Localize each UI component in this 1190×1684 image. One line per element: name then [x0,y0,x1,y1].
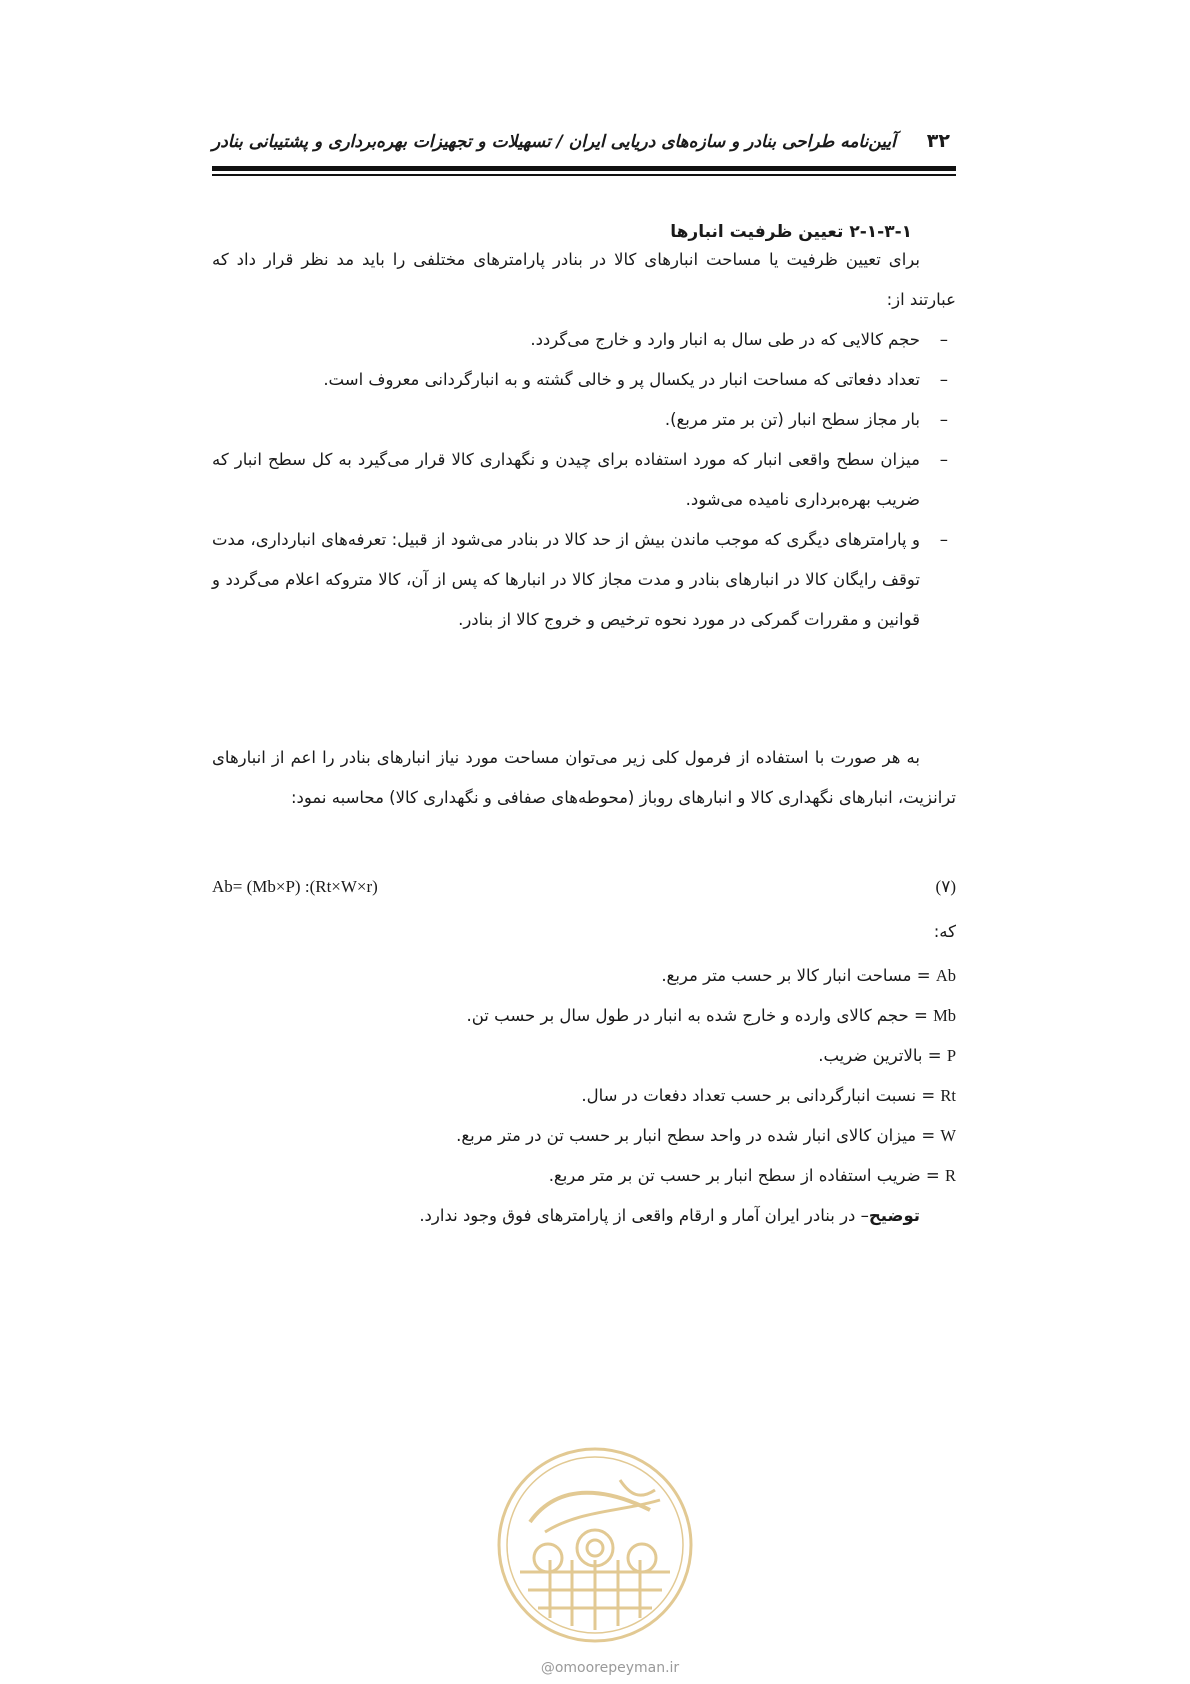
body-content [212,0,956,1684]
list-item-text: حجم کالایی که در طی سال به انبار وارد و خارج می‌گردد. [530,330,920,349]
definition-symbol: P [946,1046,956,1065]
parameter-list [212,320,956,640]
definition-text: = ضریب استفاده از سطح انبار بر حسب تن بر متر مربع. [548,1166,945,1185]
variable-definitions [212,912,956,1236]
list-item [212,320,956,360]
list-item [212,400,956,440]
dash-bullet: – [939,450,948,469]
dash-bullet: – [939,330,948,349]
definition-item [212,1076,956,1116]
definition-item [212,996,956,1036]
section-title: ۲-۱-۳-۱ تعیین ظرفیت انبارها [670,222,912,242]
definition-symbol: W [940,1126,956,1145]
definition-text: = بالاترین ضریب. [818,1046,947,1065]
definition-symbol: Mb [933,1006,956,1025]
equation-row [212,877,956,913]
list-item-text: تعداد دفعاتی که مساحت انبار در یکسال پر و خالی گشته و به انبارگردانی معروف است. [323,370,920,389]
definition-item [212,1036,956,1076]
definition-text: = حجم کالای وارده و خارج شده به انبار در طول سال بر حسب تن. [466,1006,934,1025]
note-label: توضیح [868,1206,920,1225]
definition-text: = میزان کالای انبار شده در واحد سطح انبار بر حسب تن در متر مربع. [456,1126,941,1145]
list-item [212,440,956,520]
list-item-text: میزان سطح واقعی انبار که مورد استفاده برای چیدن و نگهداری کالا قرار می‌گیرد به کل سطح انبار که ضریب بهره‌برداری نامیده می‌شود. [212,450,920,509]
definition-item [212,1156,956,1196]
dash-bullet: – [939,410,948,429]
page-number: ۳۲ [926,130,950,152]
where-label: که: [933,922,956,941]
definition-symbol: Ab [935,966,956,985]
list-item-text: و پارامترهای دیگری که موجب ماندن بیش از حد کالا در بنادر می‌شود از قبیل: تعرفه‌های انبارداری، مدت توقف رایگان کالا در انبارهای بنادر و مدت مجاز کالا در انبارها که پس از آن، کالا متروکه اعلام می‌گردد و قوانین و مقررات گمرکی در مورد نحوه ترخیص و خروج کالا از بنادر. [212,530,920,629]
equation: Ab= (Mb×P) :(Rt×W×r) [212,877,378,896]
note [212,1196,956,1236]
running-title: آیین‌نامه طراحی بنادر و سازه‌های دریایی ایران / تسهیلات و تجهیزات بهره‌برداری و پشتیبانی بنادر [212,132,896,152]
stamp-seal-icon [490,1440,700,1650]
watermark-stamp [490,1440,700,1650]
watermark-site: @omoorepeyman.ir [540,1660,680,1676]
definition-item [212,956,956,996]
definition-text: = مساحت انبار کالا بر حسب متر مربع. [661,966,936,985]
list-item-text: بار مجاز سطح انبار (تن بر متر مربع). [664,410,920,429]
list-item [212,520,956,640]
definition-item [212,1116,956,1156]
definition-text: = نسبت انبارگردانی بر حسب تعداد دفعات در سال. [581,1086,941,1105]
note-text: – در بنادر ایران آمار و ارقام واقعی از پارامترهای فوق وجود ندارد. [419,1206,869,1225]
definition-symbol: R [944,1166,956,1185]
dash-bullet: – [939,370,948,389]
intro-paragraph: برای تعیین ظرفیت یا مساحت انبارهای کالا در بنادر پارامترهای مختلفی را باید مد نظر قرار داد که عبارتند از: [212,250,956,309]
dash-bullet: – [939,530,948,549]
definition-symbol: Rt [940,1086,956,1105]
formula-intro-paragraph: به هر صورت با استفاده از فرمول کلی زیر می‌توان مساحت مورد نیاز انبارهای بنادر را اعم از انبارهای ترانزیت، انبارهای نگهداری کالا و انبارهای روباز (محوطه‌های صفافی و نگهداری کالا) محاسبه نمود: [212,748,956,807]
list-item [212,360,956,400]
equation-number: (۷) [935,877,956,896]
